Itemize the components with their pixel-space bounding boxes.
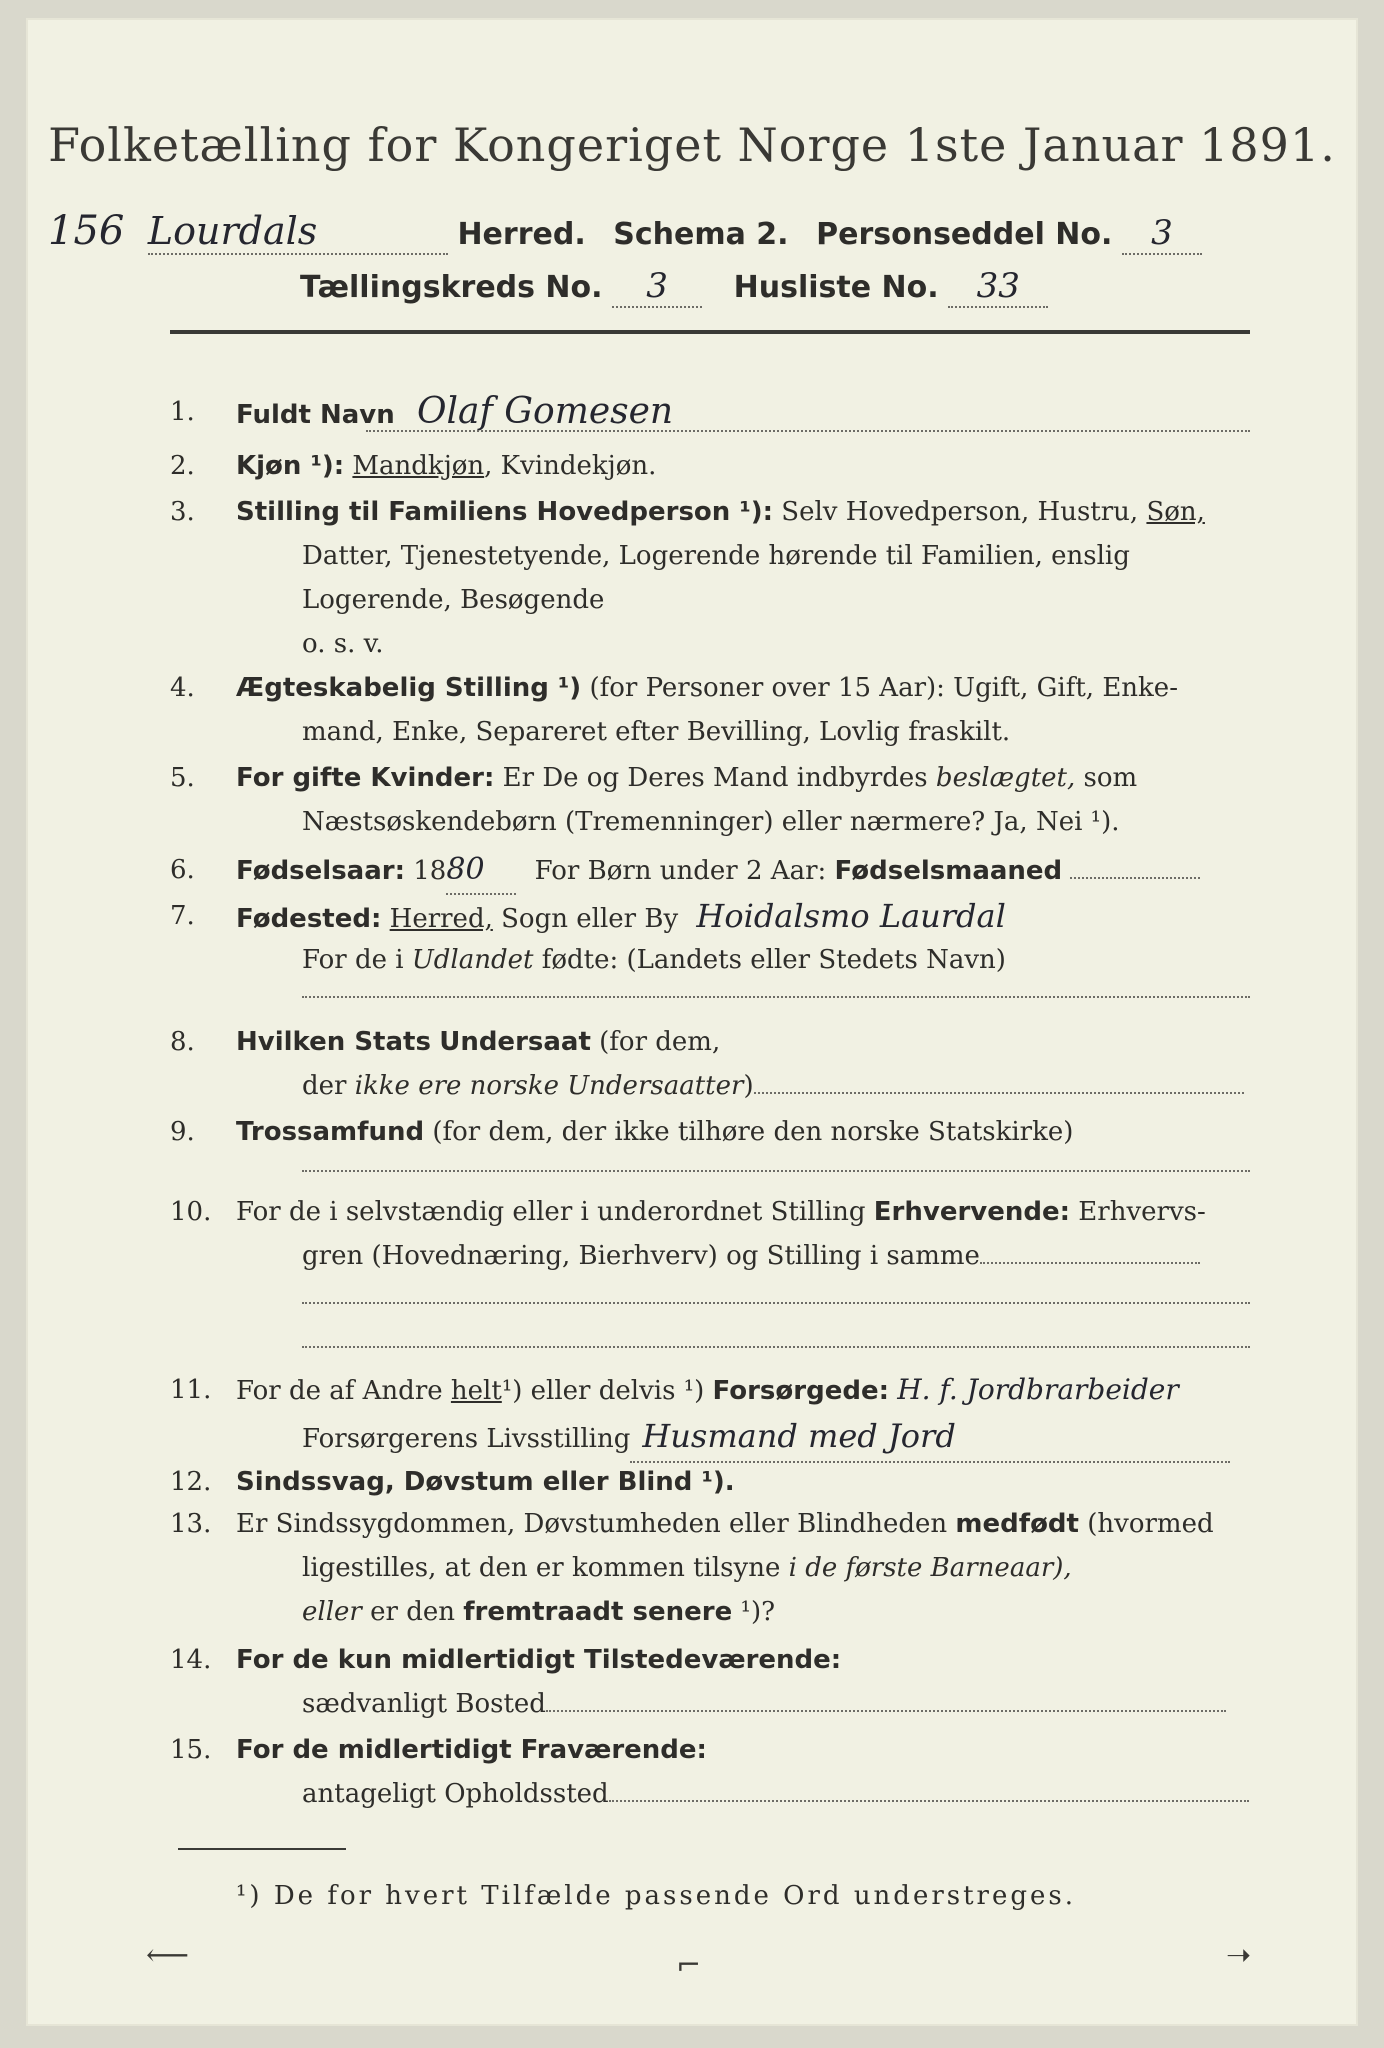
- option-son-underlined: Søn,: [1146, 497, 1205, 527]
- question-text: For de i: [302, 945, 404, 975]
- question-label: Fødselsmaaned: [834, 856, 1063, 886]
- option-mandkjon-underlined: Mandkjøn: [352, 451, 485, 481]
- birth-month-field: [1070, 877, 1200, 879]
- question-text-italic: beslægtet,: [935, 763, 1076, 793]
- question-text: Erhvervs-: [1078, 1197, 1206, 1227]
- question-text: Er Sindssygdommen, Døvstumheden eller Blindheden: [236, 1509, 948, 1539]
- question-number: 2.: [170, 451, 195, 481]
- question-number: 14.: [170, 1645, 212, 1675]
- question-text: Forsørgerens Livsstilling: [302, 1424, 631, 1454]
- question-number: 8.: [170, 1027, 195, 1057]
- question-number: 4.: [170, 673, 195, 703]
- header-row-1: [48, 208, 1202, 255]
- option-herred-underlined: Herred,: [389, 904, 493, 934]
- question-text: (for dem, der ikke tilhøre den norske Statskirke): [432, 1117, 1074, 1147]
- question-number: 3.: [170, 497, 195, 527]
- herred-name-value: Lourdals: [147, 209, 318, 253]
- option-text: Næstsøskendebørn (Tremenninger) eller nærmere? Ja, Nei ¹).: [302, 807, 1120, 837]
- personseddel-label: Personseddel No.: [816, 217, 1113, 252]
- supporter-occupation-value: Husmand med Jord: [642, 1417, 956, 1455]
- name-value: Olaf Gomesen: [417, 391, 674, 432]
- question-number: 12.: [170, 1467, 212, 1497]
- question-text: ligestilles, at den er kommen tilsyne: [302, 1553, 781, 1583]
- taellingskreds-value: 3: [646, 266, 668, 306]
- question-text: gren (Hovednæring, Bierhverv) og Stilling i samme: [302, 1241, 980, 1271]
- option-text: Datter, Tjenestetyende, Logerende hørende til Familien, enslig: [302, 541, 1130, 571]
- foreign-birthplace-dotline: [302, 996, 1250, 998]
- question-label: Trossamfund: [236, 1117, 425, 1147]
- question-number: 15.: [170, 1735, 212, 1765]
- taellingskreds-label: Tællingskreds No.: [300, 270, 603, 305]
- name-dotline: [366, 430, 1250, 432]
- question-number: 7.: [170, 901, 195, 931]
- taellingskreds-field: [612, 266, 702, 308]
- question-number: 6.: [170, 855, 195, 885]
- husliste-field: [948, 266, 1048, 308]
- question-text-italic: Udlandet: [411, 945, 534, 975]
- stray-mark-center: ⌐: [676, 1948, 702, 1983]
- probable-stay-field: [609, 1800, 1249, 1802]
- question-text-italic: eller: [302, 1597, 362, 1627]
- question-text: der: [302, 1071, 347, 1101]
- question-number: 9.: [170, 1117, 195, 1147]
- question-text: (hvormed: [1087, 1509, 1214, 1539]
- occupation-field: [980, 1262, 1200, 1264]
- question-label: Hvilken Stats: [236, 1027, 431, 1057]
- question-number: 10.: [170, 1197, 212, 1227]
- question-text: Er De og Deres Mand indbyrdes: [502, 763, 928, 793]
- question-text: antageligt Opholdssted: [302, 1779, 609, 1809]
- question-label: Kjøn ¹):: [236, 451, 345, 481]
- question-text: fødte: (Landets eller Stedets Navn): [541, 945, 1006, 975]
- header-divider: [170, 330, 1250, 334]
- stray-mark-left: ⟵: [146, 1938, 190, 1973]
- birthplace-value: Hoidalsmo Laurdal: [696, 897, 1006, 935]
- question-text: som: [1083, 763, 1138, 793]
- margin-number: 156: [48, 208, 125, 254]
- occupation-dotline-2: [302, 1346, 1250, 1348]
- form-title: Folketælling for Kongeriget Norge 1ste Januar 1891.: [48, 118, 1336, 172]
- question-text-italic: ikke ere norske Undersaatter: [354, 1071, 744, 1101]
- personseddel-value: 3: [1151, 213, 1173, 253]
- option-text: Selv Hovedperson, Hustru,: [781, 497, 1139, 527]
- question-label: Forsørgede:: [712, 1376, 889, 1406]
- question-label: Undersaat: [439, 1027, 591, 1057]
- option-text: Logerende, Besøgende: [302, 585, 605, 615]
- footnote-text: ¹) De for hvert Tilfælde passende Ord understreges.: [236, 1881, 1077, 1911]
- herred-label: Herred.: [457, 217, 586, 252]
- footnote-divider: [178, 1848, 346, 1850]
- question-text: er den: [370, 1597, 455, 1627]
- supported-value: H. f. Jordbrarbeider: [897, 1373, 1179, 1406]
- option-text: (for Personer over 15 Aar): Ugift, Gift, Enke-: [589, 673, 1178, 703]
- question-label: Ægteskabelig Stilling ¹): [236, 673, 582, 703]
- question-text-italic: i de første Barneaar),: [788, 1553, 1072, 1583]
- schema-label: Schema 2.: [613, 217, 789, 252]
- question-text: For de i selvstændig eller i underordnet Stilling: [236, 1197, 866, 1227]
- birth-year-prefix: 18: [413, 856, 447, 886]
- birth-year-value: 80: [446, 852, 485, 887]
- question-number: 13.: [170, 1509, 212, 1539]
- question-text: For Børn under 2 Aar:: [534, 856, 827, 886]
- question-text: sædvanligt Bosted: [302, 1689, 546, 1719]
- question-text: (for dem,: [599, 1027, 721, 1057]
- option-text: Sogn eller By: [501, 904, 679, 934]
- occupation-dotline-1: [302, 1302, 1250, 1304]
- question-label: fremtraadt senere: [463, 1597, 733, 1627]
- header-row-2: [300, 266, 1048, 308]
- question-number: 1.: [170, 397, 195, 427]
- question-text: ¹) eller delvis ¹): [501, 1376, 705, 1406]
- question-label: For de midlertidigt Fraværende:: [236, 1735, 707, 1765]
- stray-mark-right: ➝: [1226, 1938, 1252, 1973]
- option-helt-underlined: helt: [450, 1376, 502, 1406]
- nationality-field: [754, 1092, 1244, 1094]
- question-label: Fuldt Navn: [236, 400, 395, 430]
- question-label: Stilling til Familiens Hovedperson ¹):: [236, 497, 774, 527]
- question-label: For gifte Kvinder:: [236, 763, 495, 793]
- personseddel-field: [1122, 213, 1202, 255]
- question-label: For de kun midlertidigt Tilstedeværende:: [236, 1645, 842, 1675]
- option-text: mand, Enke, Separeret efter Bevilling, Lovlig fraskilt.: [302, 717, 1011, 747]
- question-number: 5.: [170, 763, 195, 793]
- question-label: Fødselsaar:: [236, 856, 405, 886]
- question-number: 11.: [170, 1375, 212, 1405]
- question-label: medfødt: [955, 1509, 1079, 1539]
- husliste-label: Husliste No.: [733, 270, 939, 305]
- census-form-sheet: Folketælling for Kongeriget Norge 1ste Januar 1891. 156 Lourdals Herred. Schema 2. Personseddel No. 3 Tællingskreds No. 3 Husliste No. 33 1. Fuldt Navn Olaf Gomesen 2. Kjøn ¹): Mandkjøn, Kvindekjøn. 3. Stilling til Familiens Hovedperson ¹): Selv Hovedperson, Hustru, Søn, Datter, Tjenestetyende, Logerende hørende til Familien, enslig Logerende, Besøgende o. s. v. 4. Ægteskabelig Stilling ¹) (for Personer over 15 Aar): Ugift, Gift, Enke- mand, Enke, Separeret efter Bevilling, Lovlig fraskilt. 5. For gifte Kvinder: Er De og Deres Mand indbyrdes beslægtet, som Næstsøskendebørn (Tremenninger) eller nærmere? Ja, Nei ¹). 6. Fødselsaar: 1880 For Børn under 2 Aar: Fødselsmaaned 7. Fødested: Herred, Sogn eller By Hoidalsmo Laurdal For de i Udlandet fødte: (Landets eller Stedets Navn) 8. Hvilken Stats Undersaat (for dem, der ikke ere norske Undersaatter) 9. Trossamfund (for dem, der ikke tilhøre den norske Statskirke) 10. For de i selvstændig eller i underordnet Stilling Erhvervende: Erhvervs- gren (Hovednæring, Bierhverv) og Stilling i samme 11. For de af Andre helt¹) eller delvis ¹) Forsørgede: H. f. Jordbrarbeider Forsørgerens Livsstilling Husmand med Jord 12. Sindssvag, Døvstum eller Blind ¹). 13. Er Sindssygdommen, Døvstumheden eller Blindheden medfødt (hvormed ligestilles, at den er kommen tilsyne i de første Barneaar), eller er den fremtraadt senere ¹)? 14. For de kun midlertidigt Tilstedeværende: sædvanligt Bosted 15. For de midlertidigt Fraværende: antageligt Opholdssted ¹) De for hvert Tilfælde passende Ord understreges. ⟵ ⌐ ➝: [26, 18, 1358, 2026]
- question-label: Fødested:: [236, 904, 382, 934]
- question-text: For de af Andre: [236, 1376, 443, 1406]
- herred-name-field: [148, 209, 448, 255]
- option-text: o. s. v.: [302, 629, 384, 659]
- question-text: ¹)?: [740, 1597, 776, 1627]
- question-label: Sindssvag, Døvstum eller Blind ¹).: [236, 1467, 735, 1497]
- usual-residence-field: [546, 1710, 1226, 1712]
- question-label: Erhvervende:: [873, 1197, 1071, 1227]
- husliste-value: 33: [976, 266, 1020, 306]
- religion-dotline: [302, 1170, 1250, 1172]
- option-text: , Kvindekjøn.: [484, 451, 657, 481]
